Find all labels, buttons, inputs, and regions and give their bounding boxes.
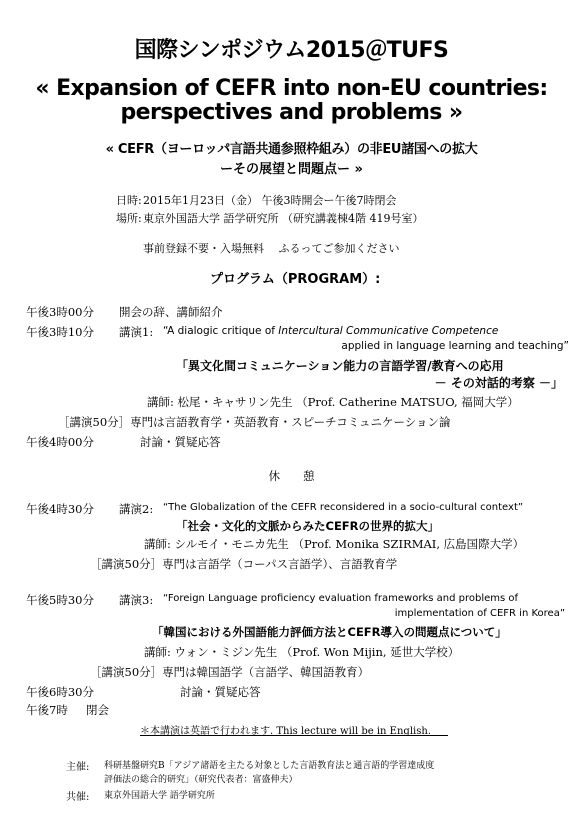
discussion1-time: 午後4時00分 xyxy=(26,435,94,449)
place-value: 東京外国語大学 語学研究所 （研究講義棟4階 419号室） xyxy=(143,212,424,225)
subtitle-en-line2: perspectives and problems » xyxy=(120,100,463,125)
discussion2-time: 午後6時30分 xyxy=(26,685,94,699)
lecture3-title-en-line1: “Foreign Language proficiency evaluation frameworks and problems of xyxy=(163,593,519,604)
host-line1: 科研基盤研究B「アジア諸語を主たる対象とした言語教育法と通言語的学習達成度 xyxy=(104,761,435,771)
lecture1-time: 午後3時10分 xyxy=(26,325,94,339)
lecture1-title-jp-line1: 「異文化間コミュニケーション能力の言語学習/教育への応用 xyxy=(176,359,504,373)
discussion2-text: 討論・質疑応答 xyxy=(180,685,261,699)
host-label: 主催: xyxy=(66,762,90,773)
cohost-label: 共催: xyxy=(66,792,90,803)
lecture1-speaker: 講師: 松尾・キャサリン先生 （Prof. Catherine MATSUO, 福岡大学） xyxy=(147,395,519,409)
lecture2-title-jp: 「社会・文化的文脈からみたCEFRの世界的拡大」 xyxy=(176,519,440,533)
discussion1-text: 討論・質疑応答 xyxy=(140,435,221,449)
lecture2-title-en: “The Globalization of the CEFR reconsidered in a socio-cultural context” xyxy=(163,502,524,513)
lecture1-title-en-italic: Intercultural Communicative Competence xyxy=(278,325,499,337)
language-note: ＊本講演は英語で行われます. This lecture will be in English. xyxy=(140,726,431,737)
lecture2-speaker: 講師: シルモイ・モニカ先生 （Prof. Monika SZIRMAI, 広島国際大学） xyxy=(144,537,525,551)
lecture3-title-jp: 「韓国における外国語能力評価方法とCEFR導入の問題点について」 xyxy=(152,625,507,639)
closing-text: 閉会 xyxy=(86,703,109,717)
lecture3-title-en-line2: implementation of CEFR in Korea” xyxy=(394,608,565,619)
registration-note: 事前登録不要・入場無料 ふるってご参加ください xyxy=(143,242,400,255)
date-label: 日時: xyxy=(116,194,142,207)
lecture1-title-jp-line2: － その対話的考察 －」 xyxy=(434,376,563,390)
lecture2-label: 講演2: xyxy=(119,502,154,516)
opening-time: 午後3時00分 xyxy=(26,305,94,319)
opening-text: 開会の辞、講師紹介 xyxy=(119,305,223,319)
subtitle-en-line1: « Expansion of CEFR into non-EU countries: xyxy=(35,76,548,101)
closing-time: 午後7時 xyxy=(26,703,68,717)
place-label: 場所: xyxy=(116,212,142,225)
subtitle-jp-line1: « CEFR（ヨーロッパ言語共通参照枠組み）の非EU諸国への拡大 xyxy=(105,142,478,157)
host-line2: 評価法の総合的研究」（研究代表者：富盛伸夫） xyxy=(104,775,298,785)
lecture3-time: 午後5時30分 xyxy=(26,593,94,607)
lecture2-time: 午後4時30分 xyxy=(26,502,94,516)
lecture1-label: 講演1: xyxy=(119,325,154,339)
page-title: 国際シンポジウム2015＠TUFS xyxy=(134,38,449,63)
cohost-value: 東京外国語大学 語学研究所 xyxy=(104,791,215,801)
subtitle-jp-line2: ーその展望と問題点ー » xyxy=(220,162,363,177)
break-label: 休 憩 xyxy=(268,469,315,483)
lecture3-label: 講演3: xyxy=(119,593,154,607)
lecture1-field: ［講演50分］専門は言語教育学・英語教育・スピーチコミュニケーション論 xyxy=(58,415,451,429)
lecture2-field: ［講演50分］専門は言語学（コーパス言語学）、言語教育学 xyxy=(90,557,398,571)
lecture3-speaker: 講師: ウォン・ミジン先生 （Prof. Won Mijin, 延世大学校） xyxy=(144,645,460,659)
lecture3-field: ［講演50分］専門は韓国語学（言語学、韓国語教育） xyxy=(90,665,370,679)
note-underline xyxy=(140,735,448,736)
lecture1-title-en-line2: applied in language learning and teaching” xyxy=(341,340,569,352)
date-value: 2015年1月23日（金） 午後3時開会ー午後7時閉会 xyxy=(143,194,397,207)
lecture1-title-en-a: “A dialogic critique of xyxy=(163,325,279,337)
lecture1-title-en xyxy=(163,325,498,337)
program-heading: プログラム（PROGRAM）: xyxy=(210,272,381,287)
